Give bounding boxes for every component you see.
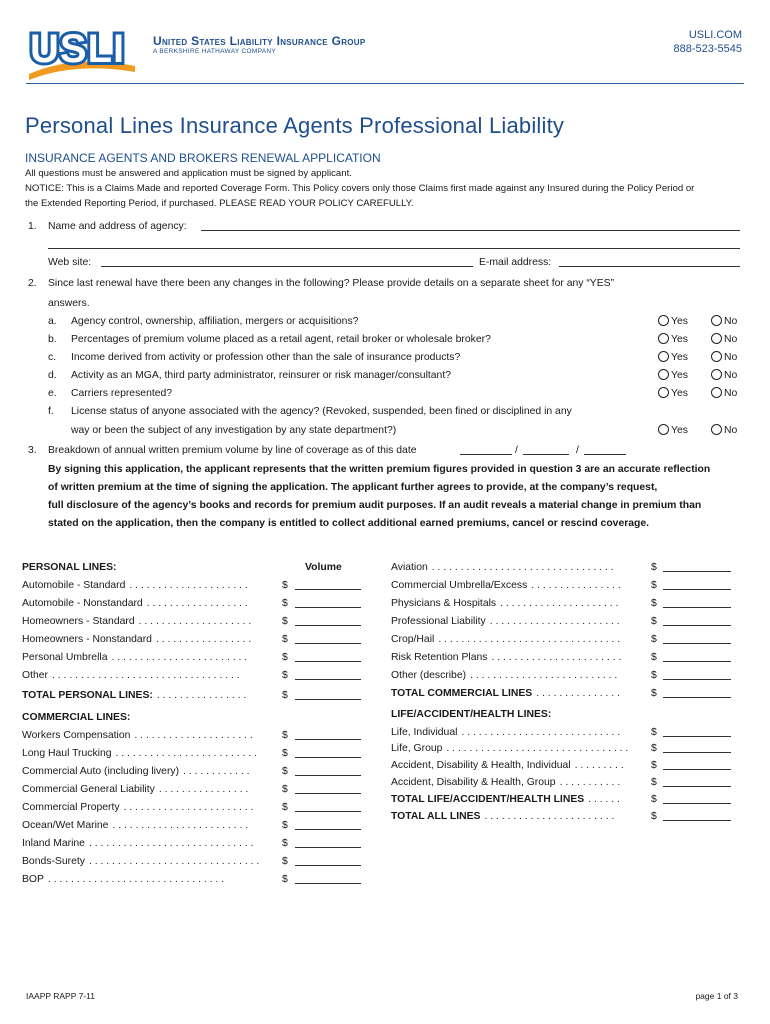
personal-line-row-dots: . . . . . . . . . . . . . . . . . .	[146, 598, 248, 609]
commercial-line-row-label: Commercial Auto (including livery)	[22, 766, 180, 777]
header-divider	[26, 83, 744, 84]
commercial-line-row-dots: . . . . . . . . . . . . . . . . . . . . . . . . . . . . . .	[88, 856, 260, 867]
currency-symbol: $	[282, 580, 288, 591]
currency-symbol: $	[282, 820, 288, 831]
premium-amount-field[interactable]	[295, 765, 361, 776]
currency-symbol: $	[282, 616, 288, 627]
premium-amount-field[interactable]	[295, 579, 361, 590]
premium-amount-field[interactable]	[663, 776, 731, 787]
commercial-line-row-dots: . . . . . . . . . . . .	[183, 766, 250, 777]
right-line-row-dots: . . . . . . . . . . . . . . . . . . . . . . . . . .	[470, 670, 618, 681]
personal-total-row-label: TOTAL PERSONAL LINES:	[22, 690, 153, 701]
currency-symbol: $	[651, 743, 657, 754]
right-line-row-label: TOTAL COMMERCIAL LINES	[391, 688, 533, 699]
currency-symbol: $	[651, 616, 657, 627]
lah-line-row	[391, 742, 642, 756]
premium-amount-field[interactable]	[295, 747, 361, 758]
premium-amount-field[interactable]	[663, 669, 731, 680]
q2-item-text-cont: way or been the subject of any investigation by any state department?)	[71, 425, 397, 436]
currency-symbol: $	[282, 690, 288, 701]
page-subtitle: INSURANCE AGENTS AND BROKERS RENEWAL APPLICATION	[25, 151, 381, 165]
currency-symbol: $	[282, 874, 288, 885]
commercial-lines-header: COMMERCIAL LINES:	[22, 712, 131, 723]
personal-lines-header: PERSONAL LINES:	[22, 562, 117, 573]
no-label: No	[724, 370, 738, 381]
personal-line-row-label: Automobile - Nonstandard	[22, 598, 143, 609]
lah-line-row-label: Life, Group	[391, 743, 443, 754]
right-line-row-dots: . . . . . . . . . . . . . . . . . . . . . . . . . . . . . . . .	[438, 634, 621, 645]
no-option[interactable]	[711, 351, 737, 363]
q3-number: 3.	[28, 445, 37, 456]
premium-amount-field[interactable]	[295, 873, 361, 884]
commercial-line-row-label: Commercial General Liability	[22, 784, 155, 795]
no-label: No	[724, 334, 738, 345]
personal-line-row-label: Personal Umbrella	[22, 652, 108, 663]
premium-amount-field[interactable]	[295, 651, 361, 662]
right-line-row	[391, 579, 642, 593]
personal-line-row	[22, 615, 272, 629]
no-option[interactable]	[711, 315, 737, 327]
premium-amount-field[interactable]	[663, 615, 731, 626]
notice-line-3: the Extended Reporting Period, if purchased. PLEASE READ YOUR POLICY CAREFULLY.	[25, 198, 414, 209]
attestation-line-2: of written premium at the time of signing the application. The applicant further agrees to provide, at the company’s request,	[48, 482, 658, 493]
right-line-row-label: Physicians & Hospitals	[391, 598, 497, 609]
no-radio-icon[interactable]	[711, 369, 722, 380]
commercial-line-row-label: Bonds-Surety	[22, 856, 85, 867]
currency-symbol: $	[282, 838, 288, 849]
commercial-line-row-label: Workers Compensation	[22, 730, 131, 741]
premium-amount-field[interactable]	[295, 837, 361, 848]
lah-line-row-label: TOTAL LIFE/ACCIDENT/HEALTH LINES	[391, 794, 585, 805]
commercial-line-row-label: Ocean/Wet Marine	[22, 820, 109, 831]
currency-symbol: $	[651, 634, 657, 645]
commercial-line-row	[22, 819, 272, 833]
currency-symbol: $	[651, 670, 657, 681]
date-day-field[interactable]	[523, 444, 569, 455]
personal-line-row-label: Automobile - Standard	[22, 580, 126, 591]
premium-amount-field[interactable]	[295, 689, 361, 700]
attestation-line-3: full disclosure of the agency’s books and records for premium audit purposes. If an audit reveals a material change in premium than	[48, 500, 702, 511]
currency-symbol: $	[282, 802, 288, 813]
commercial-line-row-label: Long Haul Trucking	[22, 748, 112, 759]
email-field[interactable]	[559, 256, 740, 267]
right-line-row	[391, 633, 642, 647]
currency-symbol: $	[282, 856, 288, 867]
form-code: IAAPP RAPP 7-11	[26, 991, 95, 1001]
currency-symbol: $	[282, 784, 288, 795]
no-label: No	[724, 352, 738, 363]
q2-item-letter: c.	[48, 352, 57, 363]
right-line-row	[391, 687, 642, 701]
personal-line-row	[22, 633, 272, 647]
personal-line-row	[22, 597, 272, 611]
date-year-field[interactable]	[584, 444, 626, 455]
commercial-line-row-dots: . . . . . . . . . . . . . . . .	[158, 784, 249, 795]
right-line-row-label: Professional Liability	[391, 616, 486, 627]
q3-text: Breakdown of annual written premium volume by line of coverage as of this date	[48, 445, 417, 456]
lah-line-row-dots: . . . . . . . . . . . . . . . . . . . . . . . . . . . .	[461, 727, 621, 738]
personal-line-row-dots: . . . . . . . . . . . . . . . . . . . . . . . . . . . . . . . . .	[52, 670, 240, 681]
commercial-line-row-dots: . . . . . . . . . . . . . . . . . . . . . . .	[123, 802, 254, 813]
currency-symbol: $	[282, 634, 288, 645]
personal-line-row	[22, 669, 272, 683]
premium-amount-field[interactable]	[295, 801, 361, 812]
yes-radio-icon[interactable]	[658, 351, 669, 362]
premium-amount-field[interactable]	[295, 669, 361, 680]
personal-total-row	[22, 689, 272, 703]
q2-item-text: Carriers represented?	[71, 388, 173, 399]
no-option[interactable]	[711, 387, 737, 399]
commercial-line-row-dots: . . . . . . . . . . . . . . . . . . . . . . . . . . . . .	[88, 838, 254, 849]
personal-line-row-dots: . . . . . . . . . . . . . . . . . . . .	[138, 616, 252, 627]
personal-line-row-dots: . . . . . . . . . . . . . . . . . . . . . . . .	[111, 652, 248, 663]
q2-item-text: License status of anyone associated with the agency? (Revoked, suspended, been fined or disciplined in any	[71, 406, 572, 417]
q2-item-text: Income derived from activity or profession other than the sale of insurance products?	[71, 352, 461, 363]
commercial-line-row-label: BOP	[22, 874, 44, 885]
commercial-line-row-dots: . . . . . . . . . . . . . . . . . . . . . . . . .	[115, 748, 257, 759]
yes-option[interactable]	[658, 424, 688, 436]
phone: 888-523-5545	[673, 43, 742, 55]
currency-symbol: $	[282, 652, 288, 663]
agency-address-field[interactable]	[48, 238, 740, 249]
yes-label: Yes	[671, 316, 688, 327]
lah-line-row-dots: . . . . . . . . . . .	[559, 777, 621, 788]
lah-line-row	[391, 759, 642, 773]
right-line-row-dots: . . . . . . . . . . . . . . .	[536, 688, 620, 699]
no-label: No	[724, 425, 738, 436]
right-line-row-dots: . . . . . . . . . . . . . . . . . . . . . . .	[489, 616, 620, 627]
notice-line-2: NOTICE: This is a Claims Made and reported Coverage Form. This Policy covers only those Claims first made against any Insured during the Policy Period or	[25, 183, 695, 194]
currency-symbol: $	[651, 580, 657, 591]
q2-item-text: Agency control, ownership, affiliation, mergers or acquisitions?	[71, 316, 359, 327]
date-month-field[interactable]	[460, 444, 512, 455]
lah-line-row	[391, 726, 642, 740]
premium-amount-field[interactable]	[663, 687, 731, 698]
premium-amount-field[interactable]	[295, 633, 361, 644]
yes-label: Yes	[671, 370, 688, 381]
right-line-row-dots: . . . . . . . . . . . . . . . . . . . . .	[500, 598, 619, 609]
no-option[interactable]	[711, 424, 737, 436]
commercial-line-row-label: Inland Marine	[22, 838, 85, 849]
personal-total-row-dots: . . . . . . . . . . . . . . . .	[156, 690, 247, 701]
commercial-line-row	[22, 873, 272, 887]
lah-line-row	[391, 793, 642, 807]
yes-option[interactable]	[658, 387, 688, 399]
yes-label: Yes	[671, 388, 688, 399]
premium-amount-field[interactable]	[295, 783, 361, 794]
q1-number: 1.	[28, 221, 37, 232]
premium-amount-field[interactable]	[295, 855, 361, 866]
right-line-row	[391, 597, 642, 611]
q2-item-letter: b.	[48, 334, 57, 345]
commercial-line-row-label: Commercial Property	[22, 802, 120, 813]
agency-name-field[interactable]	[201, 220, 740, 231]
premium-amount-field[interactable]	[663, 759, 731, 770]
right-line-row-label: Other (describe)	[391, 670, 467, 681]
currency-symbol: $	[651, 777, 657, 788]
personal-line-row-label: Other	[22, 670, 48, 681]
yes-option[interactable]	[658, 333, 688, 345]
commercial-line-row-dots: . . . . . . . . . . . . . . . . . . . . . . . .	[112, 820, 249, 831]
q2-item-text: Percentages of premium volume placed as a retail agent, retail broker or wholesale broker?	[71, 334, 491, 345]
lah-line-row-label: Accident, Disability & Health, Individual	[391, 760, 571, 771]
no-label: No	[724, 388, 738, 399]
premium-amount-field[interactable]	[663, 810, 731, 821]
yes-radio-icon[interactable]	[658, 387, 669, 398]
attestation-line-4: stated on the application, then the company is entitled to collect additional earned premiums, cancel or rescind coverage.	[48, 518, 650, 529]
yes-option[interactable]	[658, 351, 688, 363]
premium-amount-field[interactable]	[295, 597, 361, 608]
page-title: Personal Lines Insurance Agents Professional Liability	[25, 113, 565, 138]
q1-label: Name and address of agency:	[48, 221, 187, 232]
lah-line-row-dots: . . . . . . . . .	[574, 760, 624, 771]
no-radio-icon[interactable]	[711, 351, 722, 362]
commercial-line-row	[22, 783, 272, 797]
lah-line-row-label: Life, Individual	[391, 727, 458, 738]
yes-option[interactable]	[658, 369, 688, 381]
currency-symbol: $	[651, 598, 657, 609]
no-option[interactable]	[711, 369, 737, 381]
commercial-line-row-dots: . . . . . . . . . . . . . . . . . . . . .	[134, 730, 253, 741]
currency-symbol: $	[282, 730, 288, 741]
q2-item-letter: d.	[48, 370, 57, 381]
yes-option[interactable]	[658, 315, 688, 327]
premium-amount-field[interactable]	[295, 615, 361, 626]
no-radio-icon[interactable]	[711, 333, 722, 344]
right-line-row	[391, 651, 642, 665]
commercial-line-row	[22, 837, 272, 851]
premium-amount-field[interactable]	[663, 793, 731, 804]
personal-line-row-label: Homeowners - Nonstandard	[22, 634, 152, 645]
premium-amount-field[interactable]	[295, 729, 361, 740]
commercial-line-row	[22, 801, 272, 815]
personal-line-row-label: Homeowners - Standard	[22, 616, 135, 627]
no-label: No	[724, 316, 738, 327]
company-name: United States Liability Insurance Group	[153, 34, 366, 48]
commercial-line-row	[22, 747, 272, 761]
q2-text: Since last renewal have there been any changes in the following? Please provide details on a separate sheet for any “YES”	[48, 278, 615, 289]
personal-line-row-dots: . . . . . . . . . . . . . . . . .	[155, 634, 252, 645]
commercial-line-row-dots: . . . . . . . . . . . . . . . . . . . . . . . . . . . . . . .	[47, 874, 225, 885]
currency-symbol: $	[651, 794, 657, 805]
right-line-row	[391, 561, 642, 575]
commercial-line-row	[22, 855, 272, 869]
currency-symbol: $	[651, 727, 657, 738]
lah-header: LIFE/ACCIDENT/HEALTH LINES:	[391, 709, 552, 720]
currency-symbol: $	[651, 811, 657, 822]
currency-symbol: $	[282, 670, 288, 681]
website-field[interactable]	[101, 256, 473, 267]
right-line-row-label: Commercial Umbrella/Excess	[391, 580, 528, 591]
lah-line-row-dots: . . . . . .	[588, 794, 620, 805]
premium-amount-field[interactable]	[663, 597, 731, 608]
currency-symbol: $	[651, 688, 657, 699]
personal-line-row	[22, 651, 272, 665]
currency-symbol: $	[282, 748, 288, 759]
yes-radio-icon[interactable]	[658, 315, 669, 326]
currency-symbol: $	[651, 760, 657, 771]
logo-text: USLI	[30, 27, 126, 71]
lah-line-row-dots: . . . . . . . . . . . . . . . . . . . . . . . . . . . . . . . .	[446, 743, 629, 754]
commercial-line-row	[22, 765, 272, 779]
premium-amount-field[interactable]	[663, 561, 731, 572]
yes-label: Yes	[671, 334, 688, 345]
right-line-row-dots: . . . . . . . . . . . . . . . . . . . . . . .	[491, 652, 622, 663]
q2-item-letter: e.	[48, 388, 57, 399]
currency-symbol: $	[651, 562, 657, 573]
yes-radio-icon[interactable]	[658, 369, 669, 380]
q2-text-cont: answers.	[48, 298, 90, 309]
company-subtitle: A BERKSHIRE HATHAWAY COMPANY	[153, 48, 277, 55]
yes-radio-icon[interactable]	[658, 424, 669, 435]
no-radio-icon[interactable]	[711, 315, 722, 326]
q2-item-text: Activity as an MGA, third party administrator, reinsurer or risk manager/consultant?	[71, 370, 451, 381]
volume-header: Volume	[305, 562, 342, 573]
no-radio-icon[interactable]	[711, 387, 722, 398]
premium-amount-field[interactable]	[663, 579, 731, 590]
website: USLI.COM	[688, 29, 742, 41]
personal-line-row	[22, 579, 272, 593]
right-line-row-dots: . . . . . . . . . . . . . . . . . . . . . . . . . . . . . . . .	[431, 562, 614, 573]
lah-line-row-label: TOTAL ALL LINES	[391, 811, 481, 822]
right-line-row-label: Aviation	[391, 562, 428, 573]
no-option[interactable]	[711, 333, 737, 345]
date-sep-2: /	[576, 445, 579, 456]
q2-number: 2.	[28, 278, 37, 289]
contact-block	[673, 28, 742, 56]
yes-radio-icon[interactable]	[658, 333, 669, 344]
lah-line-row	[391, 776, 642, 790]
right-line-row-label: Crop/Hail	[391, 634, 435, 645]
notice-line-1: All questions must be answered and application must be signed by applicant.	[25, 168, 352, 179]
right-line-row-label: Risk Retention Plans	[391, 652, 488, 663]
attestation-line-1: By signing this application, the applicant represents that the written premium figures provided in question 3 are an accurate reflection	[48, 464, 711, 475]
website-label: Web site:	[48, 257, 92, 268]
currency-symbol: $	[282, 766, 288, 777]
right-line-row-dots: . . . . . . . . . . . . . . . .	[531, 580, 621, 591]
right-line-row	[391, 669, 642, 683]
premium-amount-field[interactable]	[663, 651, 731, 662]
q2-item-letter: f.	[48, 406, 54, 417]
lah-line-row	[391, 810, 642, 824]
date-sep-1: /	[515, 445, 518, 456]
currency-symbol: $	[282, 598, 288, 609]
commercial-line-row	[22, 729, 272, 743]
personal-line-row-dots: . . . . . . . . . . . . . . . . . . . . .	[129, 580, 248, 591]
lah-line-row-dots: . . . . . . . . . . . . . . . . . . . . . . .	[484, 811, 615, 822]
yes-label: Yes	[671, 425, 688, 436]
yes-label: Yes	[671, 352, 688, 363]
no-radio-icon[interactable]	[711, 424, 722, 435]
right-line-row	[391, 615, 642, 629]
premium-amount-field[interactable]	[295, 819, 361, 830]
premium-amount-field[interactable]	[663, 742, 731, 753]
usli-logo	[25, 20, 138, 80]
premium-amount-field[interactable]	[663, 726, 731, 737]
lah-line-row-label: Accident, Disability & Health, Group	[391, 777, 556, 788]
page-number: page 1 of 3	[695, 991, 738, 1001]
email-label: E-mail address:	[479, 257, 552, 268]
currency-symbol: $	[651, 652, 657, 663]
premium-amount-field[interactable]	[663, 633, 731, 644]
q2-item-letter: a.	[48, 316, 57, 327]
